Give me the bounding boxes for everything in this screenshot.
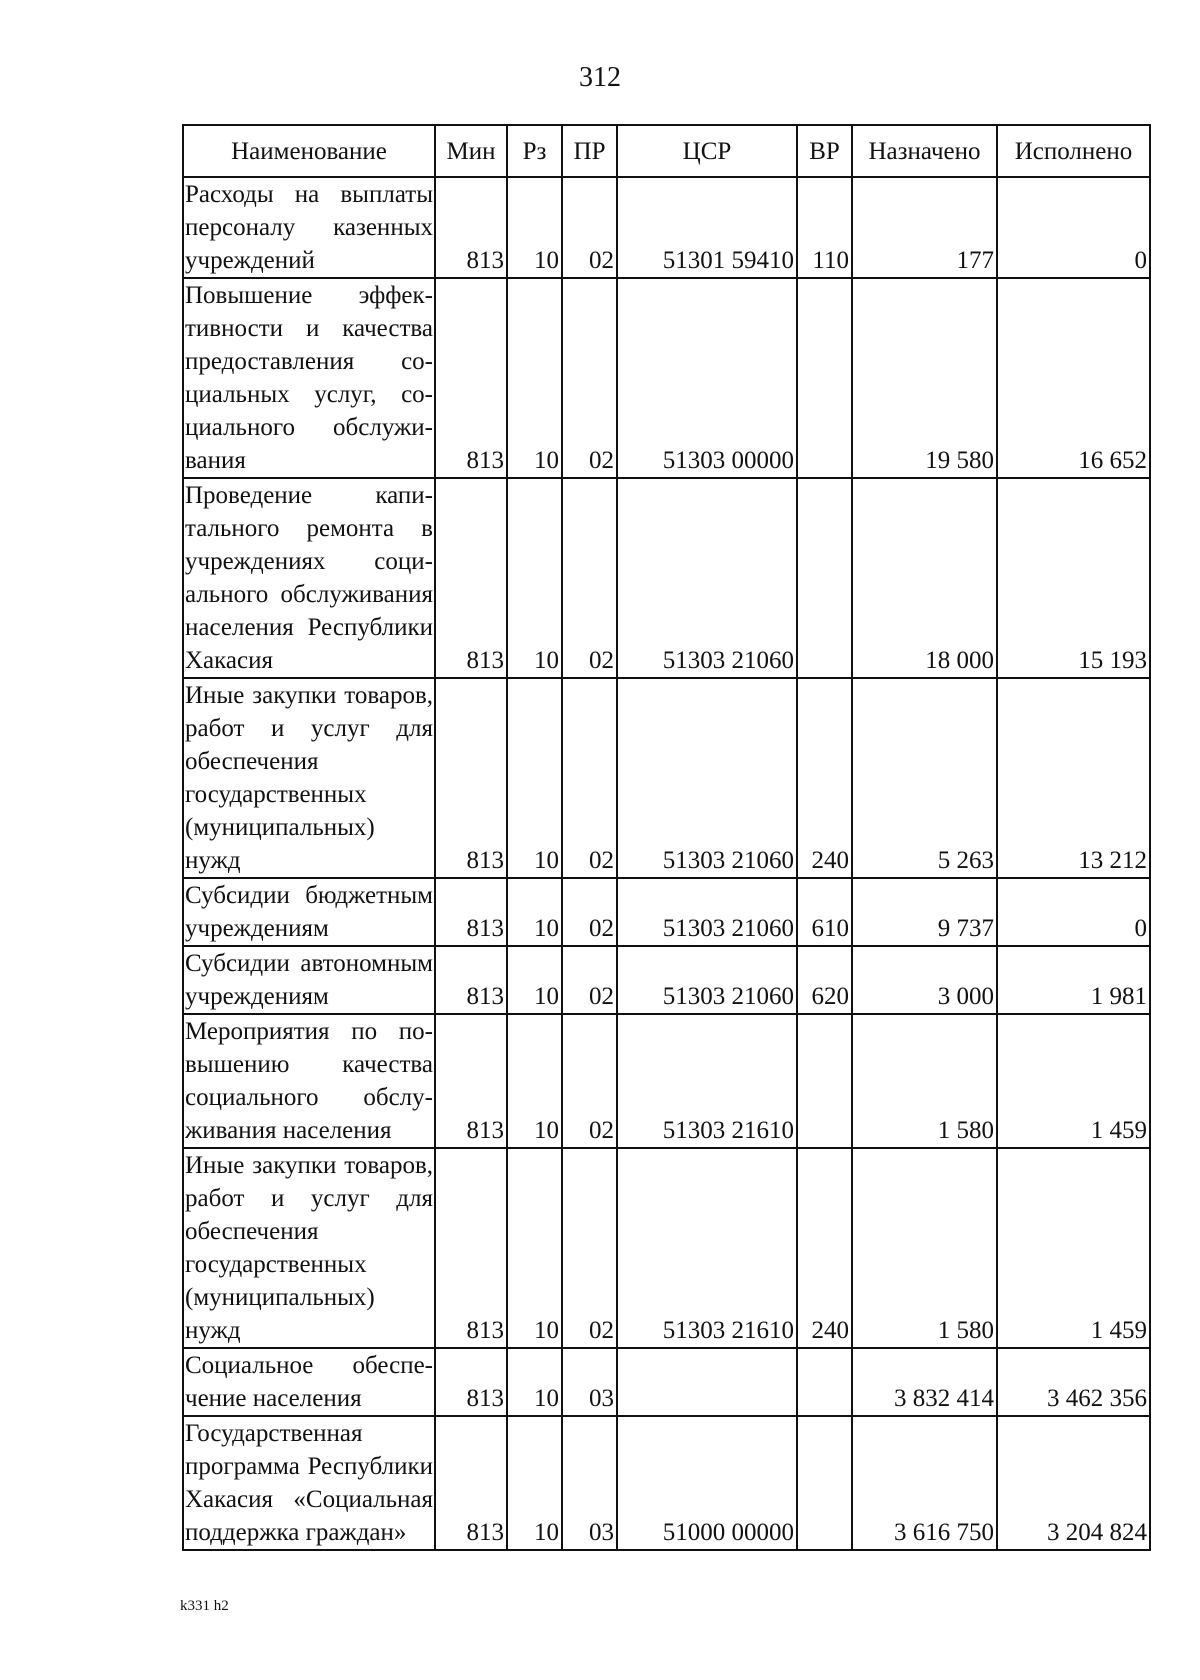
row-csr: 51000 00000: [617, 1416, 797, 1550]
row-pr: 03: [562, 1416, 617, 1550]
row-rz: 10: [507, 1416, 562, 1550]
row-name: Мероприятия по повышению качества социального обслуживания населения: [183, 1014, 435, 1148]
row-pr: 02: [562, 1014, 617, 1148]
row-vr: [797, 478, 852, 678]
header-name: Наименование: [183, 125, 435, 177]
header-pr: ПР: [562, 125, 617, 177]
row-assigned: 1 580: [852, 1014, 997, 1148]
row-assigned: 18 000: [852, 478, 997, 678]
row-pr: 02: [562, 1148, 617, 1348]
row-csr: 51303 21610: [617, 1148, 797, 1348]
row-name: Социальное обеспечение населения: [183, 1348, 435, 1416]
header-executed: Исполнено: [997, 125, 1150, 177]
row-rz: 10: [507, 1148, 562, 1348]
row-min: 813: [435, 177, 507, 278]
row-rz: 10: [507, 478, 562, 678]
row-min: 813: [435, 1014, 507, 1148]
table-row: [183, 1148, 1150, 1348]
row-rz: 10: [507, 177, 562, 278]
header-assigned: Назначено: [852, 125, 997, 177]
table-row: [183, 678, 1150, 878]
row-name: Расходы на выплаты персоналу казенных учреждений: [183, 177, 435, 278]
row-name: Проведение капитального ремонта в учреждениях социального обслуживания населения Республики Хакасия: [183, 478, 435, 678]
budget-table: [182, 124, 1151, 1551]
row-assigned: 5 263: [852, 678, 997, 878]
row-assigned: 3 832 414: [852, 1348, 997, 1416]
row-vr: 240: [797, 1148, 852, 1348]
row-min: 813: [435, 878, 507, 946]
row-vr: [797, 278, 852, 478]
row-rz: 10: [507, 878, 562, 946]
row-assigned: 177: [852, 177, 997, 278]
row-rz: 10: [507, 1348, 562, 1416]
footer-code: k331 h2: [180, 1598, 229, 1614]
table-row: [183, 177, 1150, 278]
row-assigned: 3 000: [852, 946, 997, 1014]
row-vr: [797, 1416, 852, 1550]
row-csr: 51303 21060: [617, 678, 797, 878]
row-executed: 3 204 824: [997, 1416, 1150, 1550]
row-rz: 10: [507, 278, 562, 478]
row-executed: 1 459: [997, 1014, 1150, 1148]
row-vr: 610: [797, 878, 852, 946]
row-name: Субсидии автономным учреждениям: [183, 946, 435, 1014]
row-executed: 3 462 356: [997, 1348, 1150, 1416]
row-min: 813: [435, 1416, 507, 1550]
row-min: 813: [435, 1148, 507, 1348]
table-row: [183, 1014, 1150, 1148]
row-min: 813: [435, 678, 507, 878]
row-min: 813: [435, 478, 507, 678]
row-csr: 51303 00000: [617, 278, 797, 478]
row-csr: 51303 21060: [617, 946, 797, 1014]
header-rz: Рз: [507, 125, 562, 177]
row-vr: [797, 1014, 852, 1148]
row-csr: 51303 21060: [617, 478, 797, 678]
row-min: 813: [435, 946, 507, 1014]
row-pr: 02: [562, 946, 617, 1014]
row-assigned: 19 580: [852, 278, 997, 478]
row-executed: 16 652: [997, 278, 1150, 478]
row-vr: 110: [797, 177, 852, 278]
table-row: [183, 278, 1150, 478]
row-min: 813: [435, 1348, 507, 1416]
row-name: Иные закупки товаров, работ и услуг для обеспечения государственных (муниципальных) нужд: [183, 1148, 435, 1348]
row-vr: 240: [797, 678, 852, 878]
row-executed: 13 212: [997, 678, 1150, 878]
row-name: Повышение эффективности и качества предоставления социальных услуг, социального обслуживания: [183, 278, 435, 478]
row-min: 813: [435, 278, 507, 478]
row-vr: [797, 1348, 852, 1416]
row-csr: 51303 21610: [617, 1014, 797, 1148]
row-csr: [617, 1348, 797, 1416]
row-pr: 02: [562, 878, 617, 946]
table-row: [183, 946, 1150, 1014]
row-pr: 02: [562, 478, 617, 678]
row-pr: 02: [562, 278, 617, 478]
row-csr: 51303 21060: [617, 878, 797, 946]
row-name: Государственная программа Республики Хакасия «Социальная поддержка граждан»: [183, 1416, 435, 1550]
table-row: [183, 1416, 1150, 1550]
row-rz: 10: [507, 1014, 562, 1148]
header-min: Мин: [435, 125, 507, 177]
row-rz: 10: [507, 678, 562, 878]
row-vr: 620: [797, 946, 852, 1014]
row-executed: 1 981: [997, 946, 1150, 1014]
table-header-row: [183, 125, 1150, 177]
row-pr: 02: [562, 678, 617, 878]
row-name: Субсидии бюджетным учреждениям: [183, 878, 435, 946]
row-assigned: 3 616 750: [852, 1416, 997, 1550]
row-executed: 0: [997, 878, 1150, 946]
row-executed: 15 193: [997, 478, 1150, 678]
header-csr: ЦСР: [617, 125, 797, 177]
row-csr: 51301 59410: [617, 177, 797, 278]
row-pr: 03: [562, 1348, 617, 1416]
row-executed: 0: [997, 177, 1150, 278]
row-pr: 02: [562, 177, 617, 278]
header-vr: ВР: [797, 125, 852, 177]
table-row: [183, 1348, 1150, 1416]
row-executed: 1 459: [997, 1148, 1150, 1348]
row-assigned: 9 737: [852, 878, 997, 946]
row-name: Иные закупки товаров, работ и услуг для обеспечения государственных (муниципальных) нужд: [183, 678, 435, 878]
row-assigned: 1 580: [852, 1148, 997, 1348]
page-number: 312: [579, 62, 621, 93]
row-rz: 10: [507, 946, 562, 1014]
table-row: [183, 878, 1150, 946]
table-row: [183, 478, 1150, 678]
